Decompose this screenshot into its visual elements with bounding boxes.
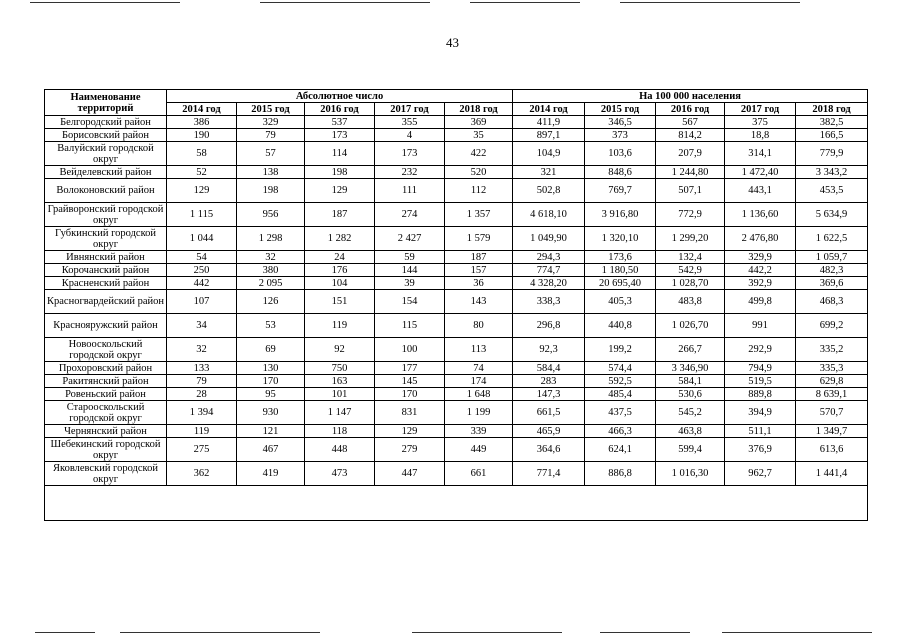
absolute-value-cell: 79 (237, 129, 305, 142)
absolute-value-cell: 1 115 (167, 203, 237, 227)
table-row (45, 438, 868, 462)
page-number: 43 (446, 35, 459, 50)
table-row (45, 375, 868, 388)
territory-name-cell: Ракитянский район (45, 375, 167, 388)
per100k-value-cell: 463,8 (656, 425, 725, 438)
absolute-value-cell: 118 (305, 425, 375, 438)
per100k-value-cell: 3 916,80 (585, 203, 656, 227)
per100k-value-cell: 8 639,1 (796, 388, 868, 401)
table-row (45, 290, 868, 314)
absolute-value-cell: 129 (305, 179, 375, 203)
per100k-value-cell: 392,9 (725, 277, 796, 290)
table-body (45, 116, 868, 521)
territory-name-cell: Вейделевский район (45, 166, 167, 179)
absolute-value-cell: 339 (445, 425, 513, 438)
top-edge-line (470, 2, 580, 3)
absolute-value-cell: 1 357 (445, 203, 513, 227)
absolute-value-cell: 113 (445, 338, 513, 362)
per100k-value-cell: 373 (585, 129, 656, 142)
per100k-value-cell: 485,4 (585, 388, 656, 401)
per100k-value-cell: 613,6 (796, 438, 868, 462)
per100k-value-cell: 92,3 (513, 338, 585, 362)
table-row (45, 142, 868, 166)
absolute-value-cell: 138 (237, 166, 305, 179)
per100k-value-cell: 511,1 (725, 425, 796, 438)
per100k-value-cell: 294,3 (513, 251, 585, 264)
table-row (45, 462, 868, 486)
per100k-value-cell: 991 (725, 314, 796, 338)
table-row (45, 388, 868, 401)
absolute-value-cell: 133 (167, 362, 237, 375)
per100k-value-cell: 466,3 (585, 425, 656, 438)
per100k-value-cell: 1 349,7 (796, 425, 868, 438)
per100k-value-cell: 1 016,30 (656, 462, 725, 486)
absolute-value-cell: 35 (445, 129, 513, 142)
absolute-value-cell: 92 (305, 338, 375, 362)
per100k-value-cell: 283 (513, 375, 585, 388)
empty-filler-row (45, 486, 868, 521)
absolute-value-cell: 129 (375, 425, 445, 438)
absolute-value-cell: 2 095 (237, 277, 305, 290)
per100k-value-cell: 592,5 (585, 375, 656, 388)
header-year-rel: 2016 год (656, 103, 725, 116)
table-row (45, 129, 868, 142)
absolute-value-cell: 126 (237, 290, 305, 314)
per100k-value-cell: 772,9 (656, 203, 725, 227)
per100k-value-cell: 166,5 (796, 129, 868, 142)
per100k-value-cell: 889,8 (725, 388, 796, 401)
header-name-cell: Наименование территорий (45, 90, 167, 116)
header-year-rel: 2017 год (725, 103, 796, 116)
header-abs-cell: Абсолютное число (167, 90, 513, 103)
per100k-value-cell: 567 (656, 116, 725, 129)
per100k-value-cell: 1 472,40 (725, 166, 796, 179)
territory-name-cell: Ровеньский район (45, 388, 167, 401)
bottom-edge-line (412, 632, 562, 633)
territory-name-cell: Валуйский городской округ (45, 142, 167, 166)
absolute-value-cell: 4 (375, 129, 445, 142)
per100k-value-cell: 321 (513, 166, 585, 179)
absolute-value-cell: 279 (375, 438, 445, 462)
absolute-value-cell: 54 (167, 251, 237, 264)
absolute-value-cell: 52 (167, 166, 237, 179)
per100k-value-cell: 1 049,90 (513, 227, 585, 251)
absolute-value-cell: 79 (167, 375, 237, 388)
table-row (45, 277, 868, 290)
per100k-value-cell: 132,4 (656, 251, 725, 264)
absolute-value-cell: 163 (305, 375, 375, 388)
table-row (45, 116, 868, 129)
per100k-value-cell: 794,9 (725, 362, 796, 375)
per100k-value-cell: 382,5 (796, 116, 868, 129)
absolute-value-cell: 69 (237, 338, 305, 362)
per100k-value-cell: 1 299,20 (656, 227, 725, 251)
per100k-value-cell: 2 476,80 (725, 227, 796, 251)
absolute-value-cell: 34 (167, 314, 237, 338)
header-year-abs: 2018 год (445, 103, 513, 116)
per100k-value-cell: 570,7 (796, 401, 868, 425)
per100k-value-cell: 1 028,70 (656, 277, 725, 290)
per100k-value-cell: 1 059,7 (796, 251, 868, 264)
per100k-value-cell: 1 320,10 (585, 227, 656, 251)
bottom-edge-line (600, 632, 690, 633)
territory-name-cell: Ивнянский район (45, 251, 167, 264)
per100k-value-cell: 962,7 (725, 462, 796, 486)
absolute-value-cell: 36 (445, 277, 513, 290)
absolute-value-cell: 57 (237, 142, 305, 166)
table-row (45, 203, 868, 227)
absolute-value-cell: 174 (445, 375, 513, 388)
data-table (44, 89, 868, 521)
per100k-value-cell: 104,9 (513, 142, 585, 166)
territory-name-cell: Грайворонский городской округ (45, 203, 167, 227)
absolute-value-cell: 448 (305, 438, 375, 462)
absolute-value-cell: 39 (375, 277, 445, 290)
absolute-value-cell: 115 (375, 314, 445, 338)
absolute-value-cell: 130 (237, 362, 305, 375)
absolute-value-cell: 274 (375, 203, 445, 227)
absolute-value-cell: 1 579 (445, 227, 513, 251)
header-per100k-cell: На 100 000 населения (513, 90, 868, 103)
absolute-value-cell: 95 (237, 388, 305, 401)
absolute-value-cell: 520 (445, 166, 513, 179)
absolute-value-cell: 930 (237, 401, 305, 425)
per100k-value-cell: 266,7 (656, 338, 725, 362)
absolute-value-cell: 1 199 (445, 401, 513, 425)
per100k-value-cell: 814,2 (656, 129, 725, 142)
absolute-value-cell: 447 (375, 462, 445, 486)
territory-name-cell: Новооскольский городской округ (45, 338, 167, 362)
absolute-value-cell: 24 (305, 251, 375, 264)
header-row-1 (45, 90, 868, 103)
per100k-value-cell: 296,8 (513, 314, 585, 338)
per100k-value-cell: 624,1 (585, 438, 656, 462)
per100k-value-cell: 502,8 (513, 179, 585, 203)
absolute-value-cell: 154 (375, 290, 445, 314)
per100k-value-cell: 329,9 (725, 251, 796, 264)
per100k-value-cell: 507,1 (656, 179, 725, 203)
absolute-value-cell: 144 (375, 264, 445, 277)
territory-name-cell: Красненский район (45, 277, 167, 290)
per100k-value-cell: 199,2 (585, 338, 656, 362)
absolute-value-cell: 170 (375, 388, 445, 401)
per100k-value-cell: 405,3 (585, 290, 656, 314)
absolute-value-cell: 369 (445, 116, 513, 129)
per100k-value-cell: 4 328,20 (513, 277, 585, 290)
territory-name-cell: Борисовский район (45, 129, 167, 142)
absolute-value-cell: 32 (237, 251, 305, 264)
territory-name-cell: Губкинский городской округ (45, 227, 167, 251)
per100k-value-cell: 465,9 (513, 425, 585, 438)
per100k-value-cell: 453,5 (796, 179, 868, 203)
per100k-value-cell: 364,6 (513, 438, 585, 462)
per100k-value-cell: 103,6 (585, 142, 656, 166)
per100k-value-cell: 437,5 (585, 401, 656, 425)
absolute-value-cell: 1 282 (305, 227, 375, 251)
per100k-value-cell: 468,3 (796, 290, 868, 314)
per100k-value-cell: 335,3 (796, 362, 868, 375)
absolute-value-cell: 111 (375, 179, 445, 203)
absolute-value-cell: 157 (445, 264, 513, 277)
table-row (45, 227, 868, 251)
absolute-value-cell: 119 (167, 425, 237, 438)
per100k-value-cell: 147,3 (513, 388, 585, 401)
absolute-value-cell: 250 (167, 264, 237, 277)
empty-filler-cell (45, 486, 868, 521)
territory-name-cell: Прохоровский район (45, 362, 167, 375)
per100k-value-cell: 1 244,80 (656, 166, 725, 179)
top-edge-line (30, 2, 180, 3)
per100k-value-cell: 545,2 (656, 401, 725, 425)
per100k-value-cell: 369,6 (796, 277, 868, 290)
per100k-value-cell: 411,9 (513, 116, 585, 129)
absolute-value-cell: 58 (167, 142, 237, 166)
absolute-value-cell: 53 (237, 314, 305, 338)
per100k-value-cell: 440,8 (585, 314, 656, 338)
per100k-value-cell: 661,5 (513, 401, 585, 425)
absolute-value-cell: 419 (237, 462, 305, 486)
territory-name-cell: Старооскольский городской округ (45, 401, 167, 425)
per100k-value-cell: 173,6 (585, 251, 656, 264)
per100k-value-cell: 771,4 (513, 462, 585, 486)
territory-name-cell: Краснояружский район (45, 314, 167, 338)
header-year-abs: 2014 год (167, 103, 237, 116)
per100k-value-cell: 1 622,5 (796, 227, 868, 251)
territory-name-cell: Корочанский район (45, 264, 167, 277)
table-row (45, 179, 868, 203)
territory-name-cell: Красногвардейский район (45, 290, 167, 314)
absolute-value-cell: 355 (375, 116, 445, 129)
absolute-value-cell: 119 (305, 314, 375, 338)
absolute-value-cell: 114 (305, 142, 375, 166)
absolute-value-cell: 537 (305, 116, 375, 129)
absolute-value-cell: 956 (237, 203, 305, 227)
header-row-years (45, 103, 868, 116)
per100k-value-cell: 774,7 (513, 264, 585, 277)
absolute-value-cell: 187 (445, 251, 513, 264)
territory-name-cell: Яковлевский городской округ (45, 462, 167, 486)
per100k-value-cell: 375 (725, 116, 796, 129)
per100k-value-cell: 542,9 (656, 264, 725, 277)
absolute-value-cell: 2 427 (375, 227, 445, 251)
bottom-edge-line (35, 632, 95, 633)
per100k-value-cell: 848,6 (585, 166, 656, 179)
absolute-value-cell: 449 (445, 438, 513, 462)
absolute-value-cell: 112 (445, 179, 513, 203)
absolute-value-cell: 275 (167, 438, 237, 462)
absolute-value-cell: 329 (237, 116, 305, 129)
absolute-value-cell: 661 (445, 462, 513, 486)
absolute-value-cell: 386 (167, 116, 237, 129)
per100k-value-cell: 482,3 (796, 264, 868, 277)
absolute-value-cell: 1 044 (167, 227, 237, 251)
absolute-value-cell: 1 147 (305, 401, 375, 425)
table-row (45, 264, 868, 277)
per100k-value-cell: 629,8 (796, 375, 868, 388)
table-row (45, 166, 868, 179)
per100k-value-cell: 574,4 (585, 362, 656, 375)
per100k-value-cell: 519,5 (725, 375, 796, 388)
absolute-value-cell: 177 (375, 362, 445, 375)
absolute-value-cell: 151 (305, 290, 375, 314)
absolute-value-cell: 145 (375, 375, 445, 388)
per100k-value-cell: 1 441,4 (796, 462, 868, 486)
absolute-value-cell: 173 (375, 142, 445, 166)
header-year-rel: 2018 год (796, 103, 868, 116)
absolute-value-cell: 74 (445, 362, 513, 375)
per100k-value-cell: 4 618,10 (513, 203, 585, 227)
table-row (45, 425, 868, 438)
per100k-value-cell: 338,3 (513, 290, 585, 314)
absolute-value-cell: 362 (167, 462, 237, 486)
absolute-value-cell: 187 (305, 203, 375, 227)
per100k-value-cell: 499,8 (725, 290, 796, 314)
absolute-value-cell: 176 (305, 264, 375, 277)
per100k-value-cell: 3 346,90 (656, 362, 725, 375)
bottom-edge-line (722, 632, 872, 633)
per100k-value-cell: 1 026,70 (656, 314, 725, 338)
territory-name-cell: Белгородский район (45, 116, 167, 129)
per100k-value-cell: 335,2 (796, 338, 868, 362)
per100k-value-cell: 699,2 (796, 314, 868, 338)
per100k-value-cell: 584,4 (513, 362, 585, 375)
bottom-edge-line (120, 632, 320, 633)
absolute-value-cell: 422 (445, 142, 513, 166)
per100k-value-cell: 3 343,2 (796, 166, 868, 179)
per100k-value-cell: 886,8 (585, 462, 656, 486)
per100k-value-cell: 20 695,40 (585, 277, 656, 290)
table-row (45, 314, 868, 338)
per100k-value-cell: 442,2 (725, 264, 796, 277)
absolute-value-cell: 232 (375, 166, 445, 179)
per100k-value-cell: 769,7 (585, 179, 656, 203)
absolute-value-cell: 100 (375, 338, 445, 362)
absolute-value-cell: 190 (167, 129, 237, 142)
absolute-value-cell: 121 (237, 425, 305, 438)
absolute-value-cell: 143 (445, 290, 513, 314)
absolute-value-cell: 473 (305, 462, 375, 486)
per100k-value-cell: 599,4 (656, 438, 725, 462)
header-year-abs: 2015 год (237, 103, 305, 116)
table-row (45, 251, 868, 264)
per100k-value-cell: 346,5 (585, 116, 656, 129)
table-row (45, 338, 868, 362)
territory-name-cell: Шебекинский городской округ (45, 438, 167, 462)
per100k-value-cell: 779,9 (796, 142, 868, 166)
per100k-value-cell: 18,8 (725, 129, 796, 142)
table-row (45, 362, 868, 375)
absolute-value-cell: 380 (237, 264, 305, 277)
top-edge-line (620, 2, 800, 3)
absolute-value-cell: 750 (305, 362, 375, 375)
absolute-value-cell: 32 (167, 338, 237, 362)
absolute-value-cell: 831 (375, 401, 445, 425)
territory-name-cell: Волоконовский район (45, 179, 167, 203)
absolute-value-cell: 129 (167, 179, 237, 203)
absolute-value-cell: 1 298 (237, 227, 305, 251)
per100k-value-cell: 443,1 (725, 179, 796, 203)
absolute-value-cell: 1 394 (167, 401, 237, 425)
absolute-value-cell: 173 (305, 129, 375, 142)
per100k-value-cell: 314,1 (725, 142, 796, 166)
header-year-abs: 2017 год (375, 103, 445, 116)
per100k-value-cell: 376,9 (725, 438, 796, 462)
per100k-value-cell: 584,1 (656, 375, 725, 388)
table-row (45, 401, 868, 425)
absolute-value-cell: 107 (167, 290, 237, 314)
top-edge-line (260, 2, 430, 3)
header-year-abs: 2016 год (305, 103, 375, 116)
absolute-value-cell: 467 (237, 438, 305, 462)
header-year-rel: 2015 год (585, 103, 656, 116)
per100k-value-cell: 5 634,9 (796, 203, 868, 227)
absolute-value-cell: 80 (445, 314, 513, 338)
absolute-value-cell: 1 648 (445, 388, 513, 401)
absolute-value-cell: 59 (375, 251, 445, 264)
per100k-value-cell: 394,9 (725, 401, 796, 425)
absolute-value-cell: 170 (237, 375, 305, 388)
absolute-value-cell: 442 (167, 277, 237, 290)
per100k-value-cell: 1 180,50 (585, 264, 656, 277)
per100k-value-cell: 530,6 (656, 388, 725, 401)
header-year-rel: 2014 год (513, 103, 585, 116)
absolute-value-cell: 198 (237, 179, 305, 203)
absolute-value-cell: 28 (167, 388, 237, 401)
absolute-value-cell: 198 (305, 166, 375, 179)
absolute-value-cell: 101 (305, 388, 375, 401)
per100k-value-cell: 1 136,60 (725, 203, 796, 227)
per100k-value-cell: 897,1 (513, 129, 585, 142)
territory-name-cell: Чернянский район (45, 425, 167, 438)
per100k-value-cell: 483,8 (656, 290, 725, 314)
per100k-value-cell: 292,9 (725, 338, 796, 362)
absolute-value-cell: 104 (305, 277, 375, 290)
per100k-value-cell: 207,9 (656, 142, 725, 166)
